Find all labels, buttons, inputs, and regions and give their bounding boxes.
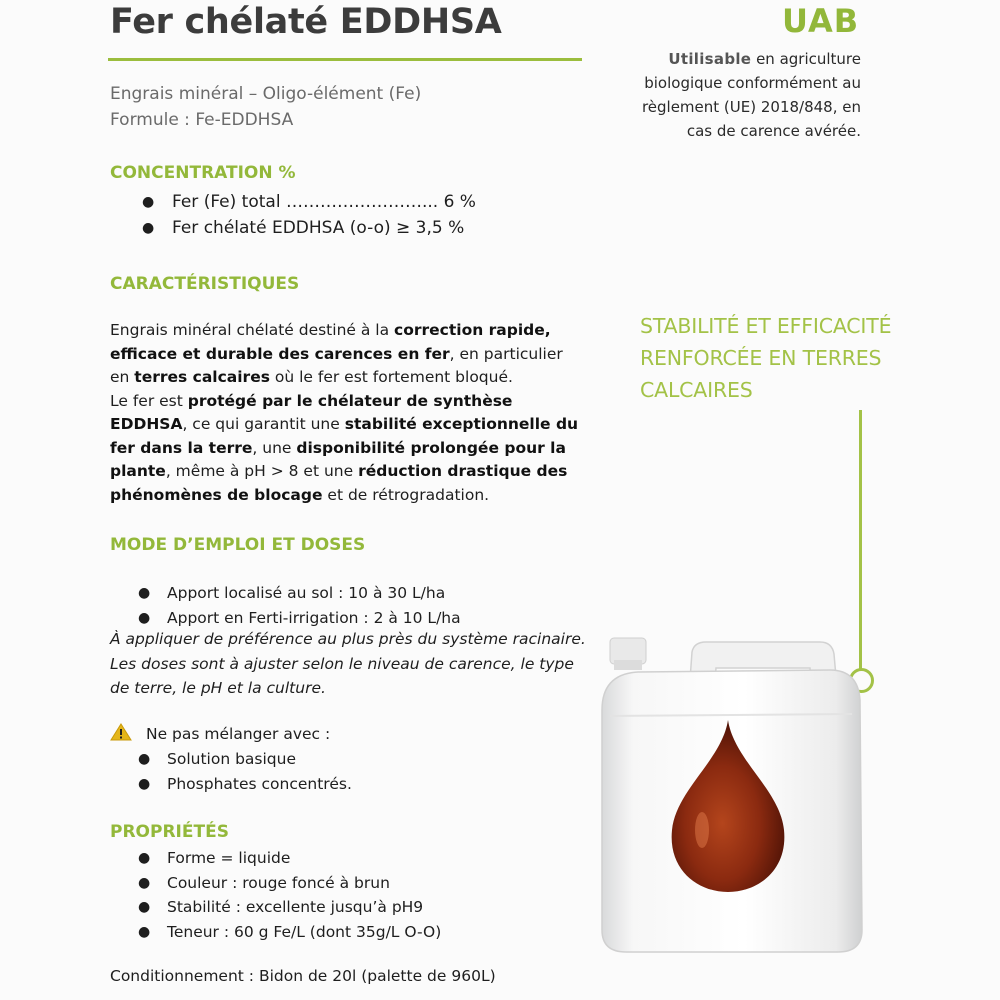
- bullet-icon: ●: [138, 874, 151, 891]
- uab-description: [615, 47, 861, 143]
- mode-note-line2: Les doses sont à ajuster selon le niveau de carence, le type de terre, le pH et la culture.: [110, 654, 574, 697]
- bullet-icon: ●: [138, 585, 151, 601]
- text-run: , en particulier en: [110, 344, 563, 386]
- bullet-icon: ●: [138, 609, 151, 626]
- conditionnement: Conditionnement : Bidon de 20l (palette de 960L): [110, 967, 496, 985]
- list-item: ● Apport en Ferti-irrigation : 2 à 10 L/ha: [110, 606, 461, 631]
- list-item: ● Phosphates concentrés.: [110, 772, 352, 797]
- bullet-icon: ●: [142, 220, 155, 236]
- warning-list: [110, 747, 352, 796]
- concentration-list: [110, 189, 476, 241]
- mode-list: [110, 581, 461, 630]
- bullet-icon: ●: [138, 899, 151, 915]
- bullet-icon: ●: [142, 194, 155, 210]
- caracteristiques-text: [110, 319, 580, 507]
- section-proprietes: PROPRIÉTÉS: [110, 822, 229, 842]
- warning-text: Ne pas mélanger avec :: [146, 725, 331, 743]
- caracteristiques-paragraph-1: [110, 319, 580, 390]
- uab-label: UAB: [782, 2, 860, 40]
- proprietes-list: [110, 846, 441, 944]
- text-run: disponibilité prolongée pour la plante: [110, 438, 566, 480]
- text-run: où le fer est fortement bloqué.: [269, 368, 513, 386]
- subtitle-formula: Formule : Fe-EDDHSA: [110, 110, 294, 130]
- text-run: correction rapide, efficace et durable des carences en fer: [110, 321, 551, 363]
- text-run: Engrais minéral chélaté destiné à la: [110, 321, 395, 339]
- uab-rest: en agriculture biologique conformément au règlement (UE) 2018/848, en cas de carence avérée.: [641, 50, 861, 140]
- text-run: , même à pH > 8 et une: [165, 462, 359, 480]
- text-run: protégé par le chélateur de synthèse EDDHSA: [110, 391, 513, 433]
- list-item: ● Stabilité : excellente jusqu’à pH9: [110, 895, 441, 920]
- text-run: , une: [252, 438, 297, 457]
- text-run: , ce qui garantit une: [182, 415, 345, 433]
- section-caracteristiques: CARACTÉRISTIQUES: [110, 274, 300, 294]
- text-run: et de rétrogradation.: [322, 485, 490, 504]
- canister-image: [580, 630, 880, 960]
- bullet-icon: ●: [138, 850, 151, 866]
- subtitle-type: Engrais minéral – Oligo-élément (Fe): [110, 84, 422, 104]
- warning-icon: [110, 723, 132, 741]
- uab-bold: Utilisable: [668, 50, 752, 68]
- list-item: ● Apport localisé au sol : 10 à 30 L/ha: [110, 581, 461, 606]
- mode-note-line1: À appliquer de préférence au plus près du système racinaire.: [110, 630, 586, 648]
- title-underline: [108, 58, 582, 61]
- subtitle: [110, 81, 421, 133]
- text-run: réduction drastique des phénomènes de blocage: [110, 462, 568, 504]
- list-item: ● Fer chélaté EDDHSA (o-o) ≥ 3,5 %: [110, 215, 476, 241]
- text-run: Le fer est: [110, 391, 188, 410]
- list-item: ● Forme = liquide: [110, 846, 441, 871]
- mode-note: [110, 627, 590, 701]
- list-item: ● Teneur : 60 g Fe/L (dont 35g/L O-O): [110, 920, 441, 945]
- text-run: stabilité exceptionnelle du fer dans la terre: [110, 415, 579, 457]
- bullet-icon: ●: [138, 775, 151, 792]
- page-title: Fer chélaté EDDHSA: [110, 2, 502, 42]
- bullet-icon: ●: [138, 923, 151, 940]
- caracteristiques-paragraph-2: [110, 390, 580, 508]
- callout-text: STABILITÉ ET EFFICACITÉ RENFORCÉE EN TERRES CALCAIRES: [640, 314, 892, 402]
- section-mode-emploi: MODE D’EMPLOI ET DOSES: [110, 535, 366, 555]
- list-item: ● Fer (Fe) total ……………………... 6 %: [110, 189, 476, 215]
- warning: [110, 722, 330, 746]
- list-item: ● Solution basique: [110, 747, 352, 772]
- section-concentration: CONCENTRATION %: [110, 163, 296, 183]
- list-item: ● Couleur : rouge foncé à brun: [110, 871, 441, 896]
- text-run: terres calcaires: [134, 368, 270, 386]
- bullet-icon: ●: [138, 751, 151, 767]
